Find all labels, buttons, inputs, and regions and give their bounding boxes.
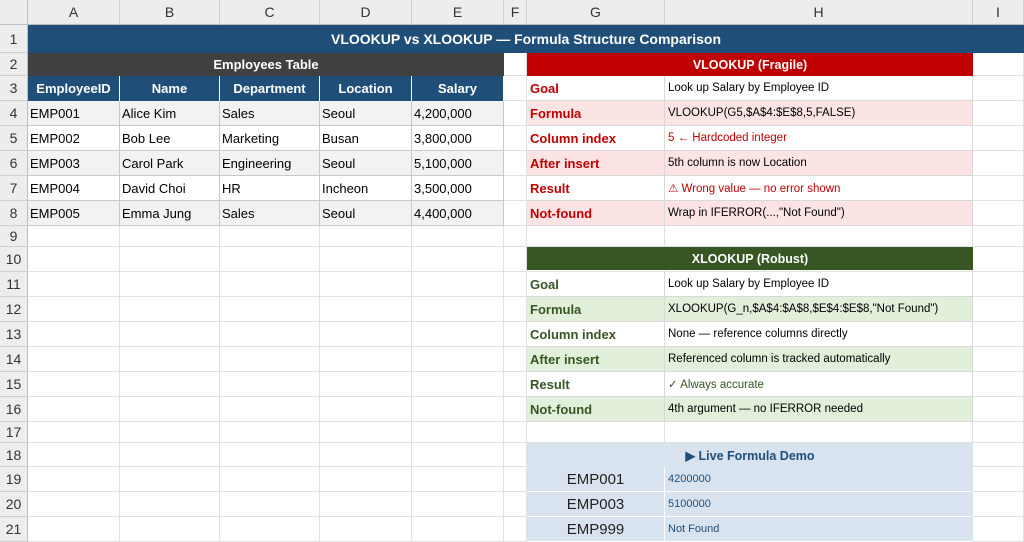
sheet-title[interactable]: VLOOKUP vs XLOOKUP — Formula Structure Comparison [28,25,1024,53]
employees-cell[interactable]: Seoul [320,151,412,176]
vlookup-label[interactable]: Result [527,176,665,201]
employees-cell[interactable]: David Choi [120,176,220,201]
xlookup-label[interactable]: Formula [527,297,665,322]
employees-cell[interactable]: Alice Kim [120,101,220,126]
row-header-11[interactable]: 11 [0,272,28,297]
employees-cell[interactable]: EMP003 [28,151,120,176]
select-all-corner[interactable] [0,0,28,25]
employees-header-cell[interactable]: Salary [412,76,504,101]
xlookup-value[interactable]: XLOOKUP(G_n,$A$4:$A$8,$E$4:$E$8,"Not Found") [665,297,973,322]
employees-cell[interactable]: Seoul [320,101,412,126]
employees-cell[interactable]: EMP005 [28,201,120,226]
employees-cell[interactable]: Marketing [220,126,320,151]
vlookup-value[interactable]: Wrap in IFERROR(...,"Not Found") [665,201,973,226]
employees-cell[interactable]: EMP002 [28,126,120,151]
row-header-18[interactable]: 18 [0,443,28,467]
demo-employee-id[interactable]: EMP999 [527,517,665,542]
xlookup-value[interactable]: 4th argument — no IFERROR needed [665,397,973,422]
employees-cell[interactable]: 4,200,000 [412,101,504,126]
demo-result[interactable]: Not Found [665,517,973,542]
employees-cell[interactable]: Sales [220,101,320,126]
employees-cell[interactable]: 4,400,000 [412,201,504,226]
row-header-21[interactable]: 21 [0,517,28,542]
demo-employee-id[interactable]: EMP001 [527,467,665,492]
employees-cell[interactable]: Seoul [320,201,412,226]
employees-cell[interactable]: Bob Lee [120,126,220,151]
row-header-16[interactable]: 16 [0,397,28,422]
employees-cell[interactable]: HR [220,176,320,201]
employees-header-cell[interactable]: Department [220,76,320,101]
row-header-1[interactable]: 1 [0,25,28,53]
employees-header-cell[interactable]: Name [120,76,220,101]
row-header-3[interactable]: 3 [0,76,28,101]
employees-cell[interactable]: 5,100,000 [412,151,504,176]
vlookup-label[interactable]: Goal [527,76,665,101]
live-demo-title[interactable] [527,443,973,467]
row-header-9[interactable]: 9 [0,226,28,247]
column-header-a[interactable]: A [28,0,120,25]
column-header-d[interactable]: D [320,0,412,25]
row-header-10[interactable]: 10 [0,247,28,272]
column-header-f[interactable]: F [504,0,527,25]
employees-cell[interactable]: 3,800,000 [412,126,504,151]
xlookup-label[interactable]: Result [527,372,665,397]
column-header-b[interactable]: B [120,0,220,25]
employees-cell[interactable]: Engineering [220,151,320,176]
vlookup-value[interactable]: 5th column is now Location [665,151,973,176]
xlookup-section-title[interactable]: XLOOKUP (Robust) [527,247,973,270]
xlookup-label[interactable]: Not-found [527,397,665,422]
employees-cell[interactable]: Emma Jung [120,201,220,226]
xlookup-label[interactable]: Column index [527,322,665,347]
row-header-13[interactable]: 13 [0,322,28,347]
demo-employee-id[interactable]: EMP003 [527,492,665,517]
column-header-i[interactable]: I [973,0,1024,25]
vlookup-value[interactable]: Look up Salary by Employee ID [665,76,973,101]
vlookup-label[interactable]: Not-found [527,201,665,226]
row-header-2[interactable]: 2 [0,53,28,76]
row-header-19[interactable]: 19 [0,467,28,492]
employees-cell[interactable]: Carol Park [120,151,220,176]
employees-cell[interactable]: Busan [320,126,412,151]
employees-cell[interactable]: Sales [220,201,320,226]
vlookup-label[interactable]: After insert [527,151,665,176]
row-header-20[interactable]: 20 [0,492,28,517]
employees-cell[interactable]: EMP004 [28,176,120,201]
xlookup-value[interactable]: Referenced column is tracked automatically [665,347,973,372]
vlookup-label[interactable]: Column index [527,126,665,151]
xlookup-value[interactable]: None — reference columns directly [665,322,973,347]
vlookup-value[interactable]: ⚠ Wrong value — no error shown [665,176,973,201]
employees-table-title[interactable]: Employees Table [28,53,504,76]
row-header-12[interactable]: 12 [0,297,28,322]
employees-header-cell[interactable]: EmployeeID [28,76,120,101]
vlookup-value[interactable]: VLOOKUP(G5,$A$4:$E$8,5,FALSE) [665,101,973,126]
employees-header-cell[interactable]: Location [320,76,412,101]
row-header-6[interactable]: 6 [0,151,28,176]
demo-result[interactable]: 5100000 [665,492,973,517]
row-header-15[interactable]: 15 [0,372,28,397]
employees-cell[interactable]: Incheon [320,176,412,201]
column-header-g[interactable]: G [527,0,665,25]
xlookup-label[interactable]: Goal [527,272,665,297]
column-header-c[interactable]: C [220,0,320,25]
live-demo-title-text: ▶ Live Formula Demo [685,448,815,463]
row-header-17[interactable]: 17 [0,422,28,443]
row-header-7[interactable]: 7 [0,176,28,201]
xlookup-label[interactable]: After insert [527,347,665,372]
row-header-4[interactable]: 4 [0,101,28,126]
row-header-14[interactable]: 14 [0,347,28,372]
column-header-e[interactable]: E [412,0,504,25]
row-header-5[interactable]: 5 [0,126,28,151]
vlookup-label[interactable]: Formula [527,101,665,126]
xlookup-value[interactable]: ✓ Always accurate [665,372,973,397]
vlookup-section-title[interactable]: VLOOKUP (Fragile) [527,53,973,76]
row-header-8[interactable]: 8 [0,201,28,226]
employees-cell[interactable]: EMP001 [28,101,120,126]
xlookup-value[interactable]: Look up Salary by Employee ID [665,272,973,297]
employees-cell[interactable]: 3,500,000 [412,176,504,201]
vlookup-value[interactable]: 5 ← Hardcoded integer [665,126,973,151]
demo-result[interactable]: 4200000 [665,467,973,492]
column-header-h[interactable]: H [665,0,973,25]
